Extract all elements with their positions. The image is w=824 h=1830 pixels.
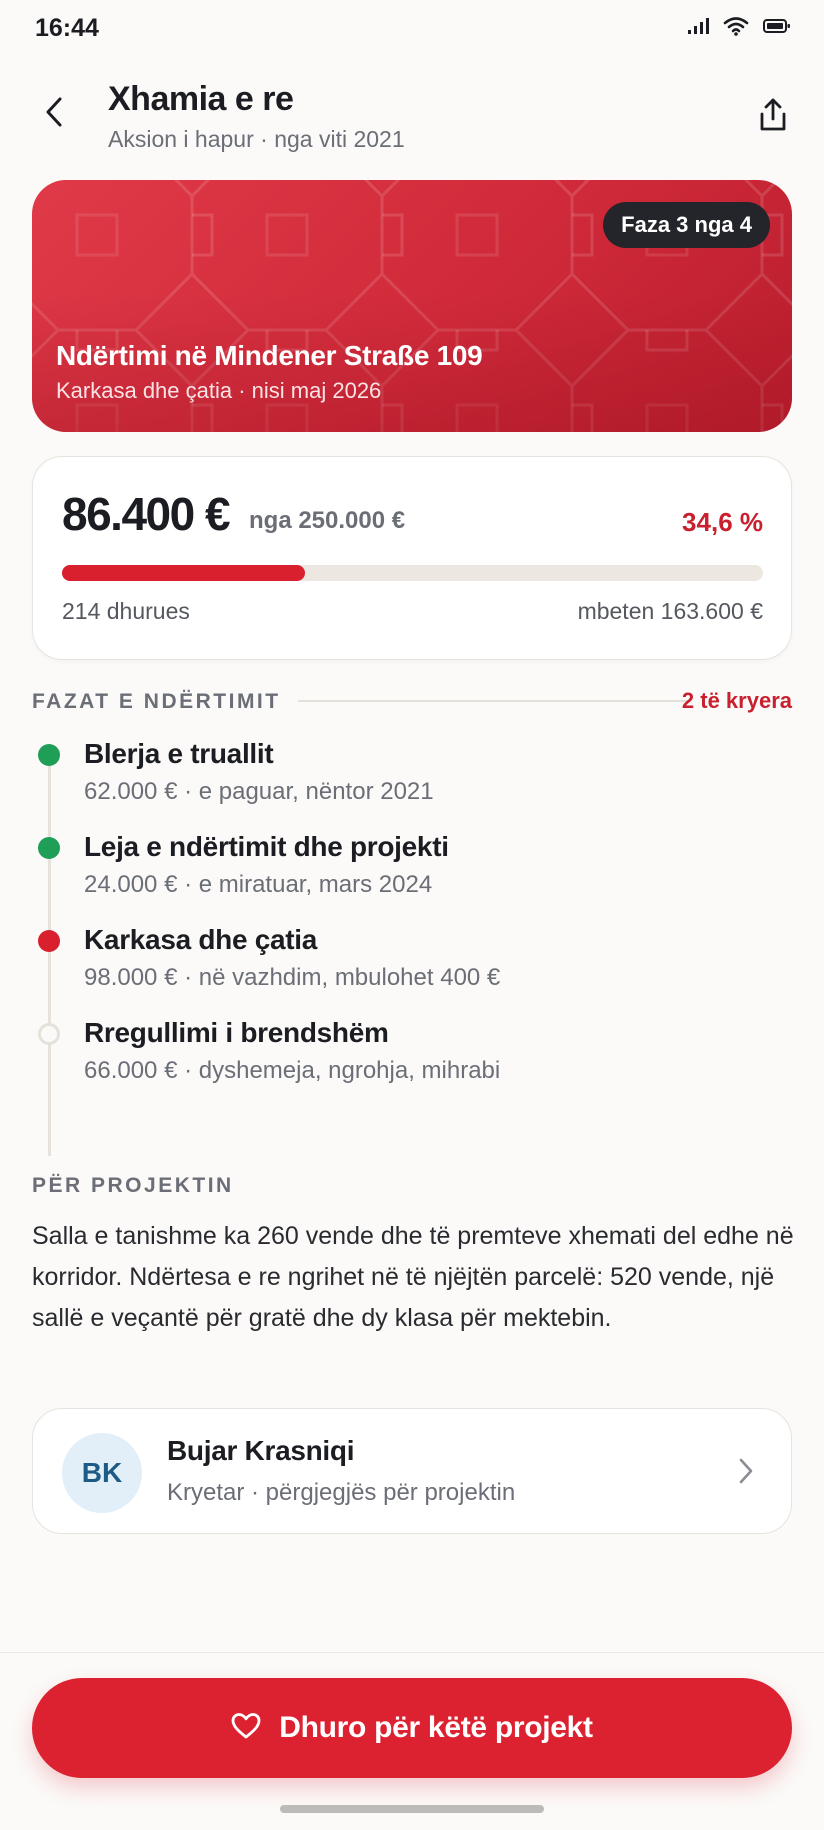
about-text: Salla e tanishme ka 260 vende dhe të premteve xhemati del edhe në korridor. Ndërtesa e re ngrihet në të njëjtën parcelë: 520 vende, një sallë e veçantë për gratë dhe dy klasa për mektebin. <box>32 1222 794 1332</box>
contact-name: Bujar Krasniqi <box>167 1435 355 1466</box>
page-subtitle: Aksion i hapur · nga viti 2021 <box>108 126 405 152</box>
contact-card[interactable] <box>32 1408 792 1534</box>
bottom-action-bar <box>0 1652 824 1830</box>
status-dot <box>38 1023 60 1045</box>
completed-count: 2 të kryera <box>681 688 792 713</box>
hero-title: Ndërtimi në Mindener Straße 109 <box>56 340 483 371</box>
wifi-icon <box>723 16 749 41</box>
contact-role: Kryetar · përgjegjës për projektin <box>167 1479 516 1506</box>
phases-section-header <box>32 688 792 716</box>
progress-bar <box>62 565 763 581</box>
donate-button[interactable] <box>32 1678 792 1778</box>
chevron-right-icon <box>731 1453 761 1489</box>
header <box>0 58 824 168</box>
phases-timeline <box>32 738 792 1158</box>
status-dot <box>38 930 60 952</box>
hero-subtitle: Karkasa dhe çatia · nisi maj 2026 <box>56 378 382 403</box>
back-button[interactable] <box>32 92 76 136</box>
remaining-amount: mbeten 163.600 € <box>577 598 763 624</box>
phase-title: Rregullimi i brendshëm <box>84 1017 389 1048</box>
funding-percent: 34,6 % <box>682 507 763 537</box>
status-bar <box>0 0 824 58</box>
timeline-item <box>32 738 792 818</box>
phase-detail: 24.000 € · e miratuar, mars 2024 <box>84 871 433 898</box>
avatar: BK <box>62 1433 142 1513</box>
share-icon <box>758 97 788 138</box>
status-icons <box>687 16 791 41</box>
project-hero-banner <box>32 180 792 432</box>
funding-goal: nga 250.000 € <box>249 507 406 534</box>
phase-detail: 66.000 € · dyshemeja, ngrohja, mihrabi <box>84 1057 501 1084</box>
share-button[interactable] <box>748 92 798 142</box>
divider <box>298 700 690 702</box>
page-title: Xhamia e re <box>108 80 294 118</box>
phase-badge: Faza 3 nga 4 <box>603 202 770 248</box>
donate-label: Dhuro për këtë projekt <box>279 1711 593 1744</box>
timeline-item <box>32 1017 792 1097</box>
signal-icon <box>687 17 709 40</box>
battery-icon <box>763 18 791 39</box>
home-indicator <box>280 1805 544 1813</box>
heart-icon <box>231 1712 261 1745</box>
progress-bar-fill <box>62 565 305 581</box>
timeline-item <box>32 924 792 1004</box>
phase-title: Blerja e truallit <box>84 738 274 769</box>
phase-title: Karkasa dhe çatia <box>84 924 318 955</box>
section-title: FAZAT E NDËRTIMIT <box>32 690 281 713</box>
status-dot <box>38 744 60 766</box>
status-time: 16:44 <box>35 14 99 42</box>
timeline-item <box>32 831 792 911</box>
status-dot <box>38 837 60 859</box>
funding-progress-card <box>32 456 792 660</box>
amount-raised: 86.400 € <box>62 488 230 540</box>
about-section-title: PËR PROJEKTIN <box>32 1174 234 1197</box>
chevron-left-icon <box>44 96 64 133</box>
phase-title: Leja e ndërtimit dhe projekti <box>84 831 449 862</box>
phase-detail: 98.000 € · në vazhdim, mbulohet 400 € <box>84 964 501 991</box>
phase-detail: 62.000 € · e paguar, nëntor 2021 <box>84 778 434 805</box>
donor-count: 214 dhurues <box>62 598 190 624</box>
